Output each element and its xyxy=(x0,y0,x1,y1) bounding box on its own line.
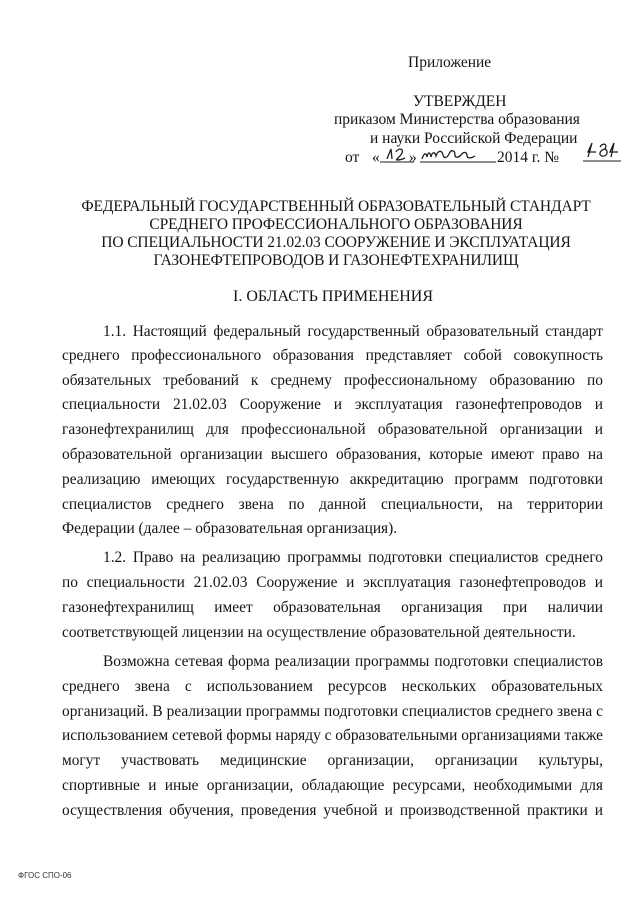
handwritten-day-signature xyxy=(380,144,416,166)
body-line: могут участвовать медицинские организации, организации культуры, xyxy=(62,752,603,769)
body-line: среднего профессионального образования представляет собой совокупность xyxy=(62,347,603,364)
order-year-and-number-sign: 2014 г. № xyxy=(497,149,560,166)
section-heading: I. ОБЛАСТЬ ПРИМЕНЕНИЯ xyxy=(233,288,434,305)
appendix-label: Приложение xyxy=(408,54,492,71)
body-line: реализацию имеющих государственную аккредитацию программ подготовки xyxy=(62,471,603,488)
title-line-3: ПО СПЕЦИАЛЬНОСТИ 21.02.03 СООРУЖЕНИЕ И ЭКСПЛУАТАЦИЯ xyxy=(101,234,571,251)
quote-open: « xyxy=(372,149,380,166)
body-line: Возможна сетевая форма реализации программы подготовки специалистов xyxy=(103,653,603,670)
body-line: газонефтехранилищ для профессиональной образовательной организации и xyxy=(62,421,603,438)
quote-close: » xyxy=(409,149,417,166)
body-line: специалистов среднего звена по данной специальности, на территории xyxy=(62,496,603,513)
approved-label: УТВЕРЖДЕН xyxy=(413,93,507,110)
body-line: использованием сетевой формы наряду с образовательными организациями также xyxy=(62,727,603,744)
body-line: образовательной организации высшего образования, которые имеют право на xyxy=(62,446,603,463)
body-line: спортивные и иные организации, обладающие ресурсами, необходимыми для xyxy=(62,777,603,794)
body-line: 1.2. Право на реализацию программы подготовки специалистов среднего xyxy=(103,549,603,566)
body-line: организаций. В реализации программы подготовки специалистов среднего звена с xyxy=(62,703,603,720)
date-prefix: от xyxy=(345,149,360,166)
body-line: среднего звена с использованием ресурсов нескольких образовательных xyxy=(62,678,603,695)
title-line-4: ГАЗОНЕФТЕПРОВОДОВ И ГАЗОНЕФТЕХРАНИЛИЩ xyxy=(153,252,519,269)
title-line-1: ФЕДЕРАЛЬНЫЙ ГОСУДАРСТВЕННЫЙ ОБРАЗОВАТЕЛЬНЫЙ СТАНДАРТ xyxy=(81,198,591,215)
body-line: газонефтехранилищ имеет образовательная организация при наличии xyxy=(62,599,603,616)
body-line: специальности 21.02.03 Сооружение и эксплуатация газонефтепроводов и xyxy=(62,396,603,413)
footer-document-code: ФГОС СПО-06 xyxy=(18,871,72,880)
handwritten-month-signature xyxy=(416,144,496,166)
order-line-1: приказом Министерства образования xyxy=(334,111,580,128)
body-line: Федерации (далее – образовательная организация). xyxy=(62,520,398,537)
body-line: по специальности 21.02.03 Сооружение и эксплуатация газонефтепроводов и xyxy=(62,574,603,591)
body-line: осуществления обучения, проведения учебной и производственной практики и xyxy=(62,802,603,819)
order-line-2: и науки Российской Федерации xyxy=(370,130,578,147)
body-line: обязательных требований к среднему профессиональному образованию по xyxy=(62,372,603,389)
handwritten-order-number-signature xyxy=(583,139,621,163)
body-line: соответствующей лицензии на осуществление образовательной деятельности. xyxy=(62,624,576,641)
title-line-2: СРЕДНЕГО ПРОФЕССИОНАЛЬНОГО ОБРАЗОВАНИЯ xyxy=(149,216,523,233)
body-line: 1.1. Настоящий федеральный государственный образовательный стандарт xyxy=(103,323,603,340)
